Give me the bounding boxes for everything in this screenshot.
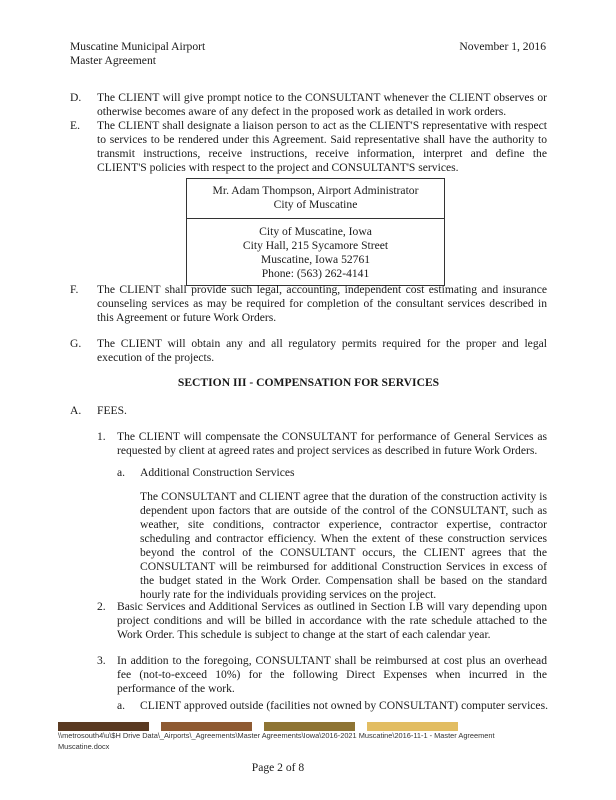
header-subtitle: Master Agreement [70, 54, 156, 67]
item-label: 2. [97, 600, 106, 613]
item-g-text: The CLIENT will obtain any and all regulatory permits required for the proper and legal execution of the projects. [97, 337, 547, 364]
subheading: Additional Construction Services [140, 466, 295, 479]
section-title: SECTION III - COMPENSATION FOR SERVICES [177, 376, 440, 389]
item-label: a. [117, 699, 126, 712]
address-line: Muscatine, Iowa 52761 [260, 253, 371, 266]
item-f-text: The CLIENT shall provide such legal, accounting, independent cost estimating and insurance counseling services as may be required for completion of the consultant services described in this Agreement or future Work Orders. [97, 283, 547, 324]
contact-address-row [187, 219, 444, 285]
phone: Phone: (563) 262-4141 [261, 267, 370, 280]
contact-name-row [187, 179, 444, 219]
item-label: G. [70, 337, 82, 350]
address-line: City of Muscatine, Iowa [259, 225, 372, 238]
item-label: E. [70, 119, 80, 132]
paragraph-3a: CLIENT approved outside (facilities not owned by CONSULTANT) computer services. [140, 699, 548, 712]
item-e-text: The CLIENT shall designate a liaison person to act as the CLIENT'S representative with respect to services to be rendered under this Agreement. Said representative shall have the authority to transmit instructions, receive instructions, receive information, interpret and define the CLIENT'S policies with respect to the project and CONSULTANT'S services. [97, 119, 547, 174]
address-line: City Hall, 215 Sycamore Street [242, 239, 389, 252]
item-label: a. [117, 466, 126, 479]
contact-org: City of Muscatine [273, 198, 358, 211]
paragraph-2: Basic Services and Additional Services as outlined in Section I.B will vary depending upon project conditions and will be billed in accordance with the rate schedule attached to the Work Order. This schedule is subject to change at the start of each calendar year. [117, 600, 547, 641]
contact-table [186, 178, 445, 286]
page-number: Page 2 of 8 [251, 761, 305, 774]
item-label: 3. [97, 654, 106, 667]
item-label: 1. [97, 430, 106, 443]
item-label: A. [70, 404, 82, 417]
paragraph-3: In addition to the foregoing, CONSULTANT shall be reimbursed at cost plus an overhead fee (not-to-exceed 10%) for the following Direct Expenses when incurred in the performance of the work. [117, 654, 547, 695]
file-path: \\metrosouth4\u\$H Drive Data\_Airports\_Agreements\Master Agreements\Iowa\2016-2021 Muscatine\2016-11-1 - Master Agreement Muscatine.docx [58, 731, 495, 751]
item-d-text: The CLIENT will give prompt notice to the CONSULTANT whenever the CLIENT observes or otherwise becomes aware of any defect in the proposed work as detailed in work orders. [97, 91, 547, 118]
item-label: D. [70, 91, 82, 104]
header-title: Muscatine Municipal Airport [70, 40, 206, 53]
contact-name: Mr. Adam Thompson, Airport Administrator [212, 184, 419, 197]
paragraph-1: The CLIENT will compensate the CONSULTANT for performance of General Services as requested by client at agreed rates and project services as described in future Work Orders. [117, 430, 547, 457]
item-label: F. [70, 283, 79, 296]
header-date: November 1, 2016 [459, 40, 546, 53]
fees-heading: FEES. [97, 404, 127, 417]
paragraph-1a: The CONSULTANT and CLIENT agree that the duration of the construction activity is dependent upon factors that are outside of the control of the CONSULTANT, such as weather, site conditions, contractor experience, contractor expertise, contractor scheduling and contractor efficiency. When the extent of these construction services beyond the control of the CONSULTANT occurs, the CLIENT agrees that the CONSULTANT will be reimbursed for additional Construction Services in excess of the budget stated in the Work Order. Compensation shall be based on the standard hourly rate for the individuals providing services on the project. [140, 490, 547, 601]
header-left [70, 40, 205, 68]
